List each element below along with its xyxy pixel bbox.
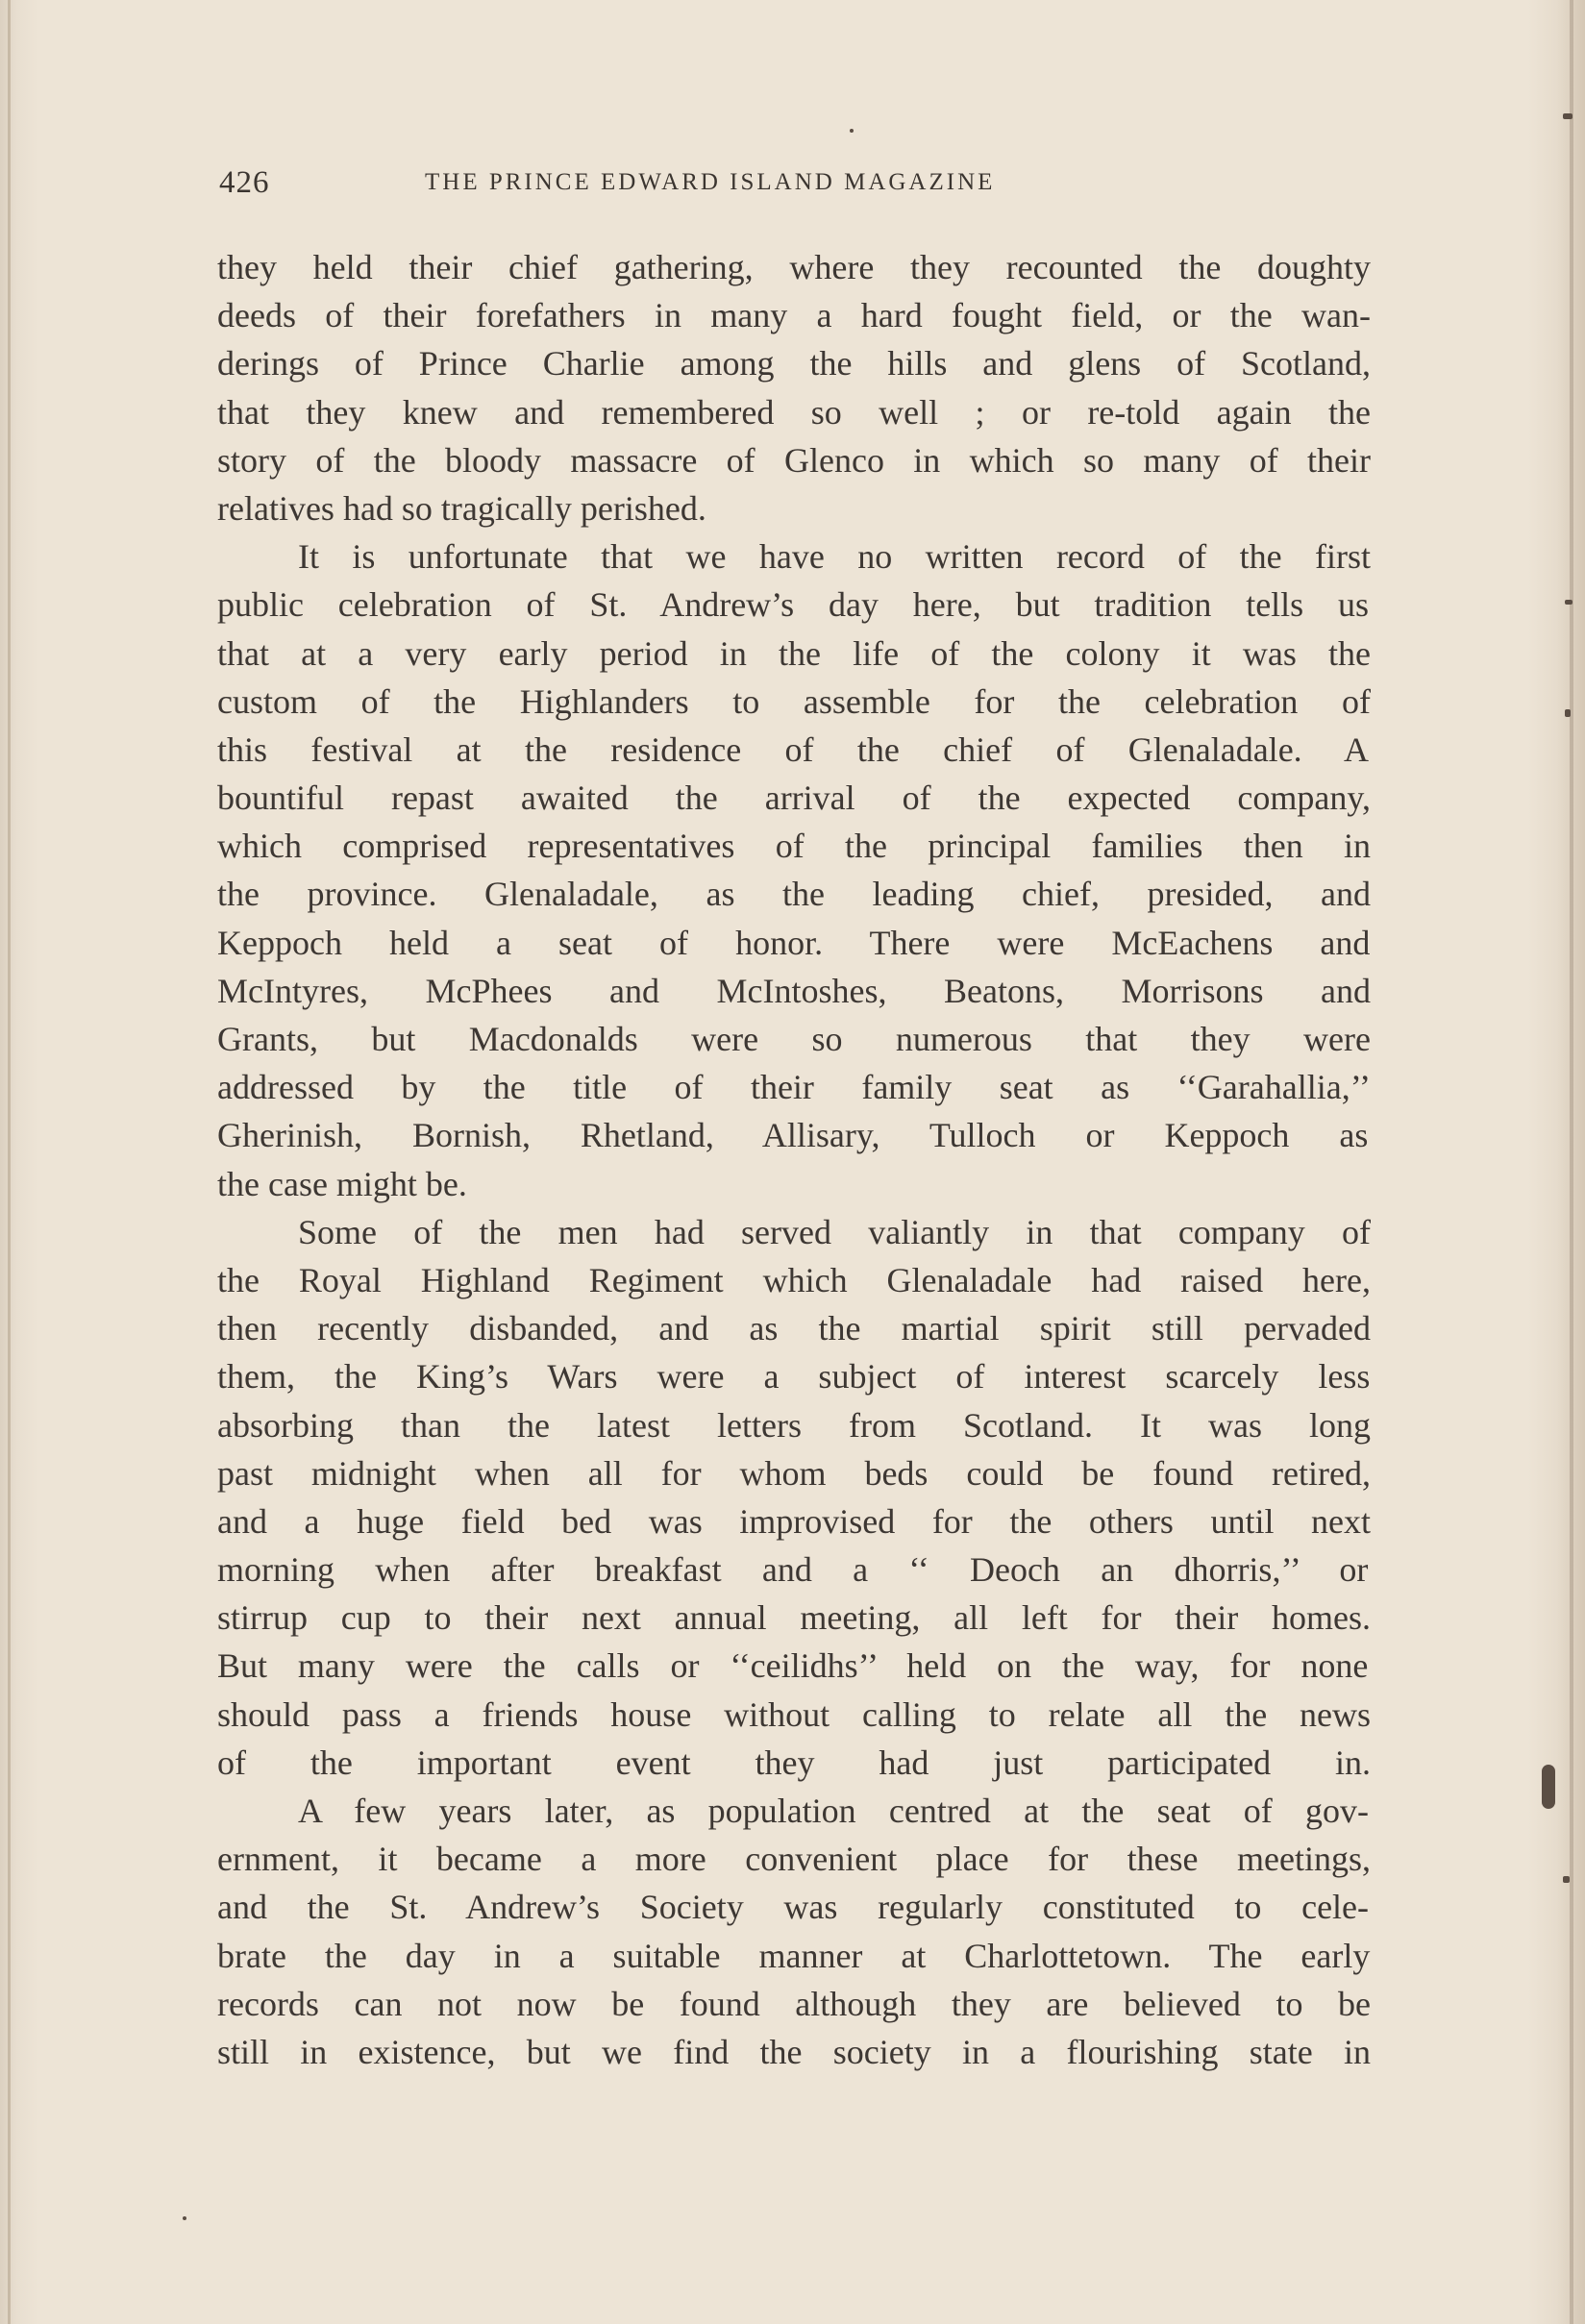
text-line: story of the bloody massacre of Glenco in which so many of their (217, 440, 1371, 480)
text-line: and the St. Andrew’s Society was regularly constituted to cele- (217, 1888, 1370, 1927)
text-line: they held their chief gathering, where they recounted the doughty (217, 248, 1371, 286)
text-line: brate the day in a suitable manner at Charlottetown. The early (217, 1936, 1371, 1975)
text-line: derings of Prince Charlie among the hills and glens of Scotland, (217, 344, 1371, 383)
text-line: custom of the Highlanders to assemble for the celebration of (217, 681, 1371, 721)
text-line: then recently disbanded, and as the martial spirit still pervaded (217, 1309, 1371, 1348)
text-line: morning when after breakfast and a ‘‘ Deoch an dhorris,’’ or (217, 1550, 1369, 1590)
page-right-edge (1570, 0, 1573, 2324)
text-line: of the important event they had just participated in. (217, 1743, 1371, 1782)
text-line: stirrup cup to their next annual meeting, all left for their homes. (217, 1598, 1371, 1638)
ink-speck (1563, 1876, 1570, 1883)
ink-speck (1563, 113, 1573, 119)
text-line: should pass a friends house without calling to relate all the news (217, 1694, 1371, 1734)
text-line: relatives had so tragically perished. (217, 488, 706, 528)
text-line: records can not now be found although they are believed to be (217, 1984, 1371, 2023)
torn-edge (1542, 1765, 1555, 1809)
page-left-edge (8, 0, 11, 2324)
page-header (219, 165, 1180, 208)
text-line: that at a very early period in the life of the colony it was the (217, 633, 1371, 673)
text-line: ernment, it became a more convenient place for these meetings, (217, 1840, 1371, 1879)
text-line: Gherinish, Bornish, Rhetland, Allisary, Tulloch or Keppoch as (217, 1116, 1369, 1155)
paragraph-start-line: It is unfortunate that we have no written record of the first (298, 537, 1371, 577)
text-line: still in existence, but we find the society in a flourishing state in (217, 2032, 1371, 2071)
text-line: deeds of their forefathers in many a hard fought field, or the wan- (217, 296, 1371, 335)
text-line: and a huge field bed was improvised for the others until next (217, 1501, 1371, 1541)
paragraph-start-line: A few years later, as population centred at the seat of gov- (298, 1792, 1370, 1830)
text-line: that they knew and remembered so well ; or re-told again the (217, 392, 1371, 432)
text-line: the Royal Highland Regiment which Glenaladale had raised here, (217, 1260, 1371, 1299)
text-line: But many were the calls or ‘‘ceilidhs’’ held on the way, for none (217, 1646, 1369, 1686)
page-number: 426 (219, 165, 270, 200)
text-line: past midnight when all for whom beds could be found retired, (217, 1453, 1371, 1493)
text-line: this festival at the residence of the chief of Glenaladale. A (217, 729, 1370, 769)
ink-speck (1565, 600, 1573, 605)
text-line: Keppoch held a seat of honor. There were McEachens and (217, 923, 1371, 962)
text-line: Grants, but Macdonalds were so numerous that they were (217, 1020, 1371, 1058)
text-line: bountiful repast awaited the arrival of the expected company, (217, 779, 1371, 818)
ink-speck (183, 2216, 186, 2220)
text-line: McIntyres, McPhees and McIntoshes, Beatons, Morrisons and (217, 971, 1371, 1010)
ink-speck (850, 129, 854, 133)
paragraph-start-line: Some of the men had served valiantly in that company of (298, 1212, 1371, 1251)
running-title: THE PRINCE EDWARD ISLAND MAGAZINE (425, 169, 996, 195)
ink-speck (1565, 709, 1571, 717)
text-line: the case might be. (217, 1164, 467, 1203)
text-line: the province. Glenaladale, as the leading chief, presided, and (217, 875, 1371, 914)
text-line: addressed by the title of their family seat as ‘‘Garahallia,’’ (217, 1068, 1371, 1107)
text-line: public celebration of St. Andrew’s day here, but tradition tells us (217, 585, 1370, 625)
text-line: them, the King’s Wars were a subject of interest scarcely less (217, 1357, 1371, 1397)
text-line: absorbing than the latest letters from Scotland. It was long (217, 1405, 1371, 1445)
body-text (217, 243, 1371, 2076)
text-line: which comprised representatives of the principal families then in (217, 827, 1371, 866)
